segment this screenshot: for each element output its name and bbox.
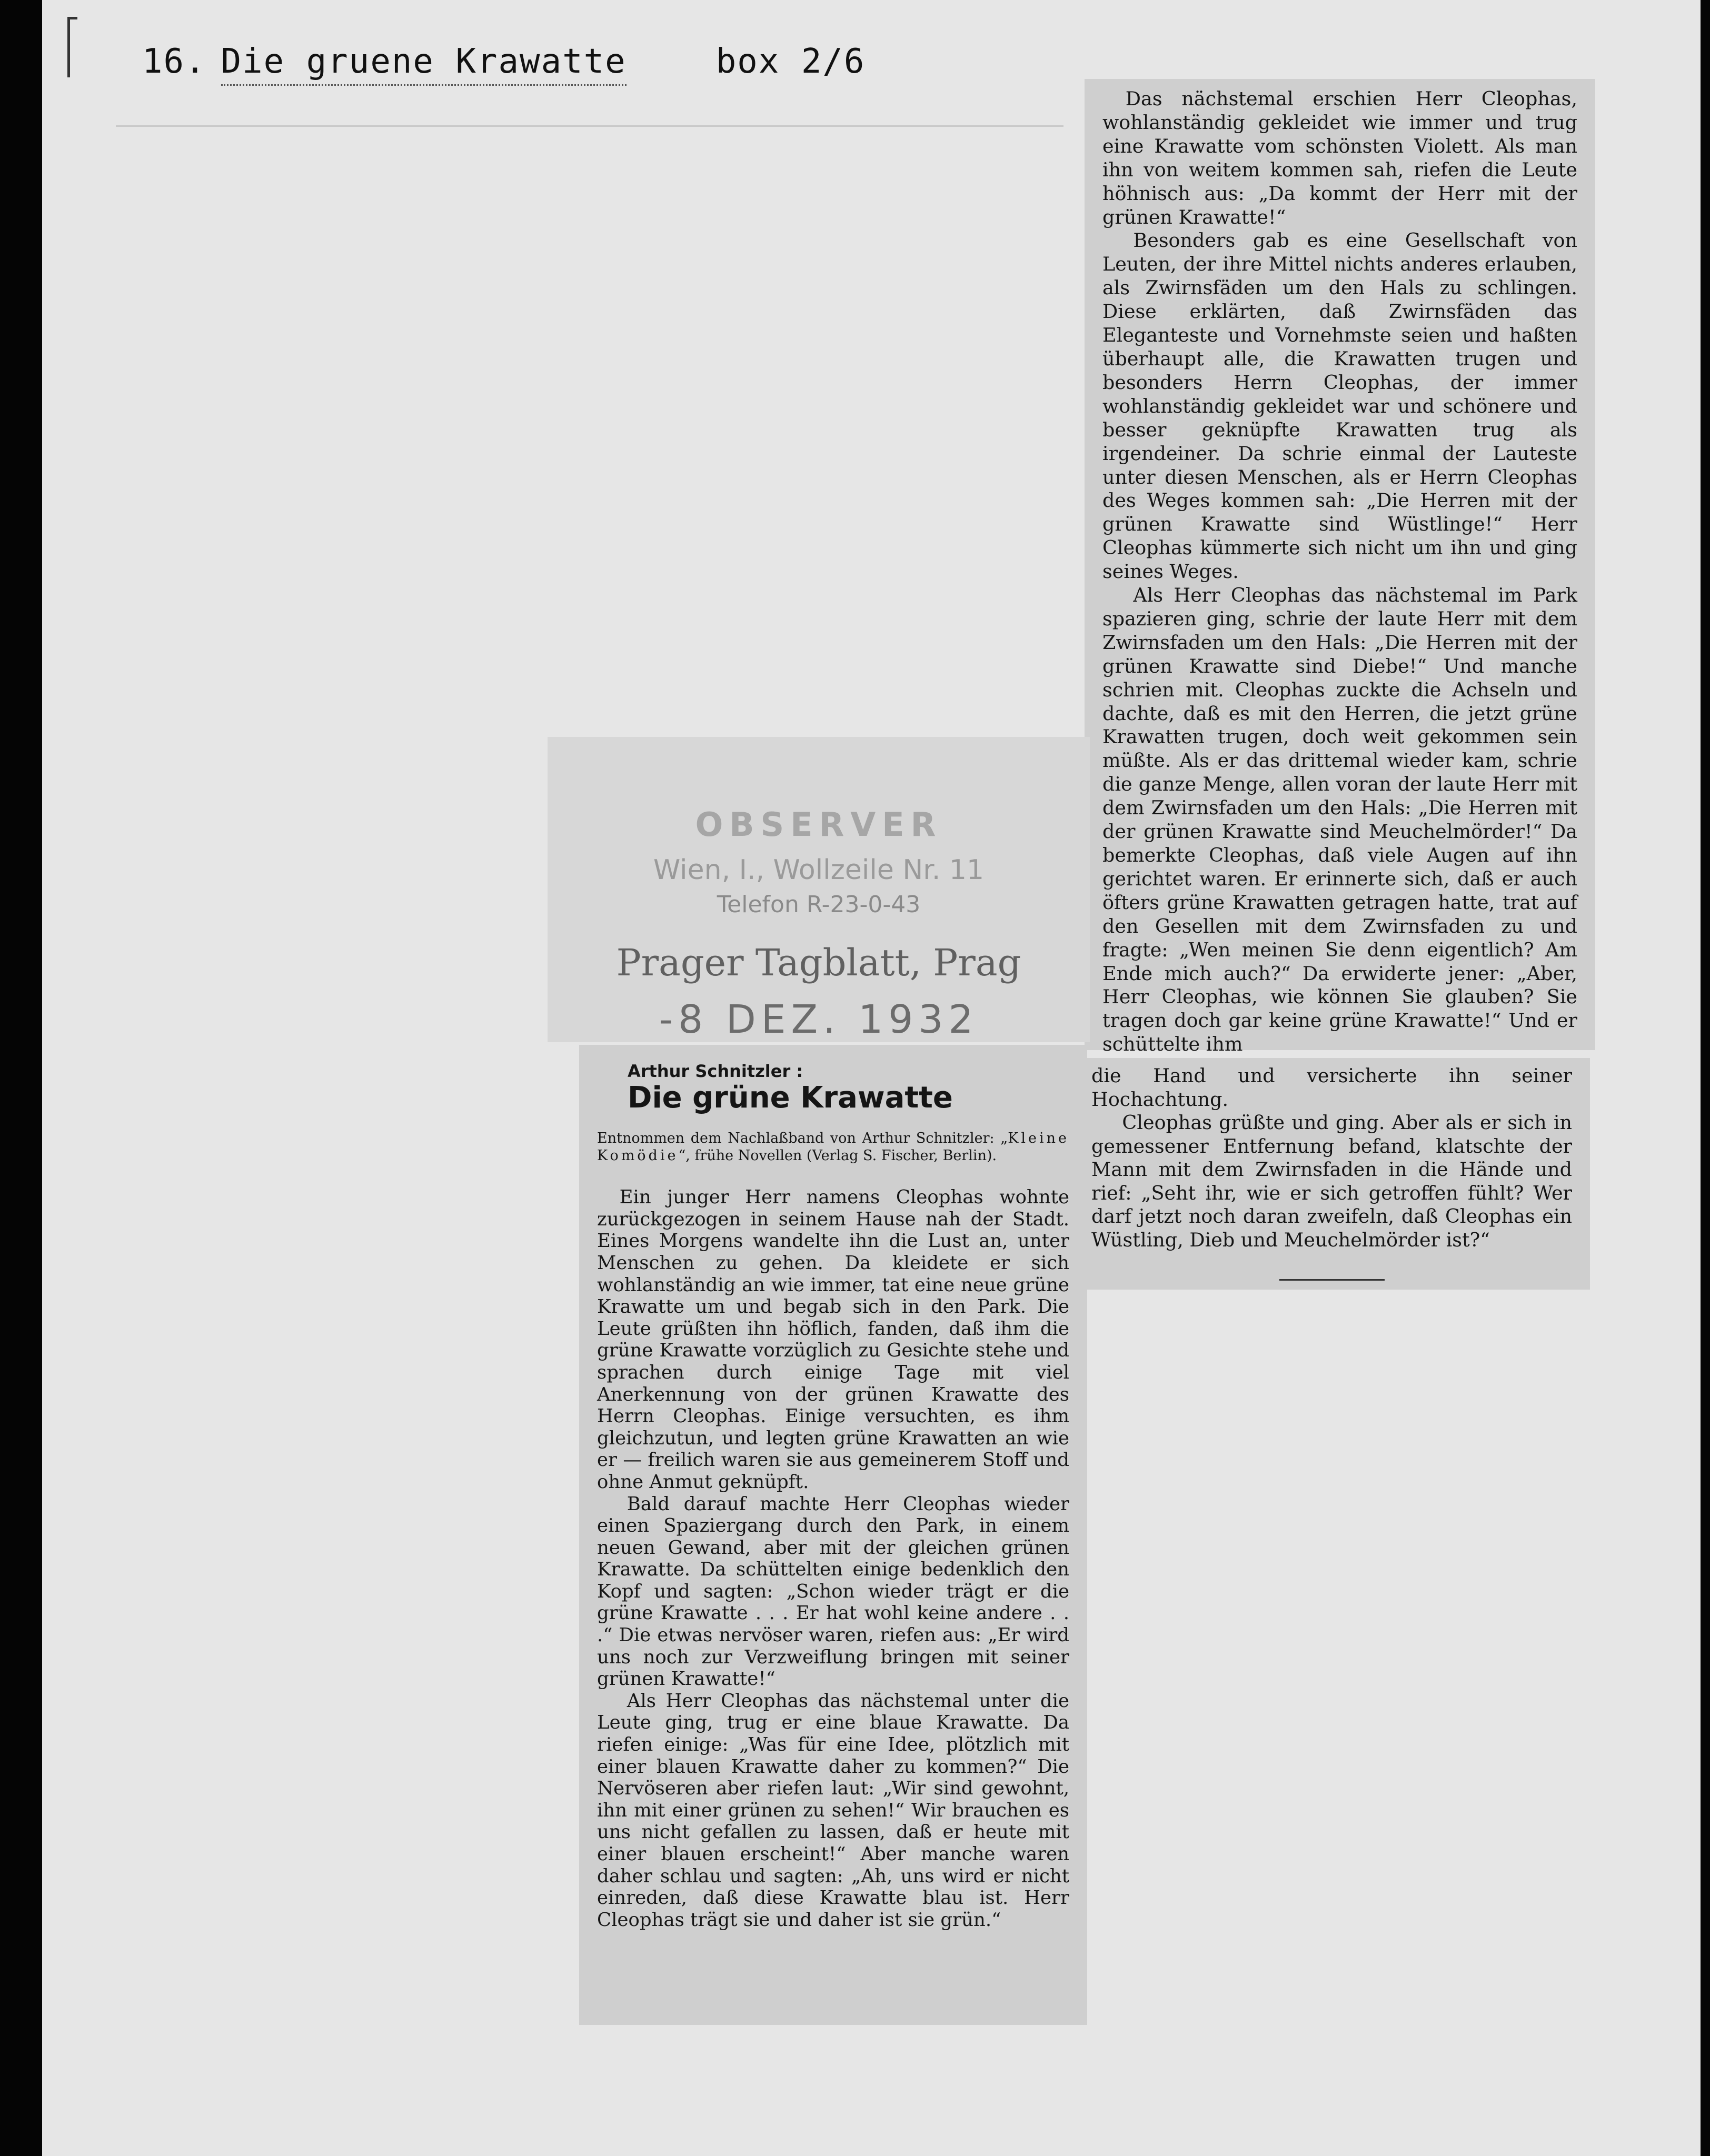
- press-cutting-stamp: [548, 737, 1090, 1042]
- source-book-title: Kleine Komödie: [597, 1130, 1069, 1164]
- source-suffix: “, frühe Novellen (Verlag S. Fischer, Berlin).: [678, 1147, 997, 1164]
- clipping-end: [1087, 1058, 1590, 1290]
- article-author: Arthur Schnitzler :: [628, 1061, 803, 1081]
- clipping-start: [579, 1045, 1087, 2025]
- end-rule: [1279, 1279, 1385, 1281]
- source-prefix: Entnommen dem Nachlaßband von Arthur Schnitzler: „: [597, 1130, 1008, 1147]
- paragraph: Als Herr Cleophas das nächstemal im Park spazieren ging, schrie der laute Herr mit dem Zwirnsfaden um den Hals: „Die Herren mit der grünen Krawatte sind Diebe!“ Und manche schrien mit. Cleophas zuckte die Achseln und dachte, daß es mit den Herren, die jetzt grüne Krawatten trugen, doch weit gekommen sein müßte. Als er das drittemal wieder kam, schrie die ganze Menge, allen voran der laute Herr mit dem Zwirnsfaden um den Hals: „Die Herren mit der grünen Krawatte sind Meuchelmörder!“ Da bemerkte Cleophas, daß viele Augen auf ihn gerichtet waren. Er erinnerte sich, daß er auch öfters grüne Krawatten getragen hatte, trat auf den Gesellen mit dem Zwirnsfaden zu und fragte: „Wen meinen Sie denn eigentlich? Am Ende mich auch?“ Da erwiderte jener: „Aber, Herr Cleophas, wie können Sie glauben? Sie tragen doch gar keine grüne Krawatte!“ Und er schüttelte ihm: [1102, 584, 1577, 1056]
- box-label: box 2/6: [715, 42, 866, 81]
- corner-mark: [67, 17, 77, 77]
- stamp-date: -8 DEZ. 1932: [659, 997, 979, 1042]
- item-number: 16.: [142, 42, 206, 81]
- article-body: [597, 1186, 1069, 1931]
- stamp-agency: OBSERVER: [695, 805, 942, 844]
- stamp-phone: Telefon R-23-0-43: [717, 891, 921, 918]
- archive-sheet: [42, 0, 1701, 2156]
- header-divider: [116, 125, 1063, 127]
- stamp-address: Wien, I., Wollzeile Nr. 11: [653, 854, 985, 886]
- paragraph: Das nächstemal erschien Herr Cleophas, wohlanständig gekleidet wie immer und trug eine Krawatte vom schönsten Violett. Als man ihn von weitem kommen sah, riefen die Leute höhnisch aus: „Da kommt der Herr mit der grünen Krawatte!“: [1102, 87, 1577, 228]
- paragraph: Ein junger Herr namens Cleophas wohnte zurückgezogen in seinem Hause nah der Stadt. Eines Morgens wandelte ihn die Lust an, unter Menschen zu gehen. Da kleidete er sich wohlanständig an wie immer, tat eine neue grüne Krawatte um und begab sich in den Park. Die Leute grüßten ihn höflich, fanden, daß ihm die grüne Krawatte vorzüglich zu Gesichte stehe und sprachen durch einige Tage mit viel Anerkennung von der grünen Krawatte des Herrn Cleophas. Einige versuchten, es ihm gleichzutun, und legten grüne Krawatten an wie er — freilich waren sie aus gemeinerem Stoff und ohne Anmut geknüpft.: [597, 1186, 1069, 1493]
- paragraph: Bald darauf machte Herr Cleophas wieder einen Spaziergang durch den Park, in einem neuen Gewand, aber mit der gleichen grünen Krawatte. Da schüttelten einige bedenklich den Kopf und sagten: „Schon wieder trägt er die grüne Krawatte . . . Er hat wohl keine andere . . .“ Die etwas nervöser waren, riefen aus: „Er wird uns noch zur Verzweiflung bringen mit seiner grünen Krawatte!“: [597, 1493, 1069, 1690]
- paragraph: Als Herr Cleophas das nächstemal unter die Leute ging, trug er eine blaue Krawatte. Da riefen einige: „Was für eine Idee, plötzlich mit einer blauen Krawatte daher zu kommen?“ Die Nervöseren aber riefen laut: „Wir sind gewohnt, ihn mit einer grünen zu sehen!“ Wir brauchen es uns nicht gefallen zu lassen, daß er heute mit einer blauen erscheint!“ Aber manche waren daher schlau und sagten: „Ah, uns wird er nicht einreden, daß diese Krawatte blau ist. Herr Cleophas trägt sie und daher ist sie grün.“: [597, 1690, 1069, 1931]
- folder-header: [142, 42, 865, 81]
- paragraph: Cleophas grüßte und ging. Aber als er sich in gemessener Entfernung befand, klatschte der Mann mit dem Zwirnsfaden in die Hände und rief: „Seht ihr, wie er sich getroffen fühlt? Wer darf jetzt noch daran zweifeln, daß Cleophas ein Wüstling, Dieb und Meuchelmörder ist?“: [1091, 1111, 1572, 1251]
- paragraph: die Hand und versicherte ihn seiner Hochachtung.: [1091, 1064, 1572, 1111]
- paragraph: Besonders gab es eine Gesellschaft von Leuten, der ihre Mittel nichts anderes erlauben, als Zwirnsfäden um den Hals zu schlingen. Diese erklärten, daß Zwirnsfäden das Eleganteste und Vornehmste seien und haßten überhaupt alle, die Krawatten trugen und besonders Herrn Cleophas, der immer wohlanständig gekleidet war und schönere und besser geknüpfte Krawatten trug als irgendeiner. Da schrie einmal der Lauteste unter diesen Menschen, als er Herrn Cleophas des Weges kommen sah: „Die Herren mit der grünen Krawatte sind Wüstlinge!“ Herr Cleophas kümmerte sich nicht um ihn und ging seines Weges.: [1102, 229, 1577, 583]
- clipping-continued: [1085, 79, 1595, 1056]
- article-source-note: [597, 1130, 1069, 1164]
- article-headline: Die grüne Krawatte: [628, 1080, 953, 1115]
- stamp-newspaper: Prager Tagblatt, Prag: [616, 941, 1021, 984]
- item-title: Die gruene Krawatte: [221, 42, 627, 86]
